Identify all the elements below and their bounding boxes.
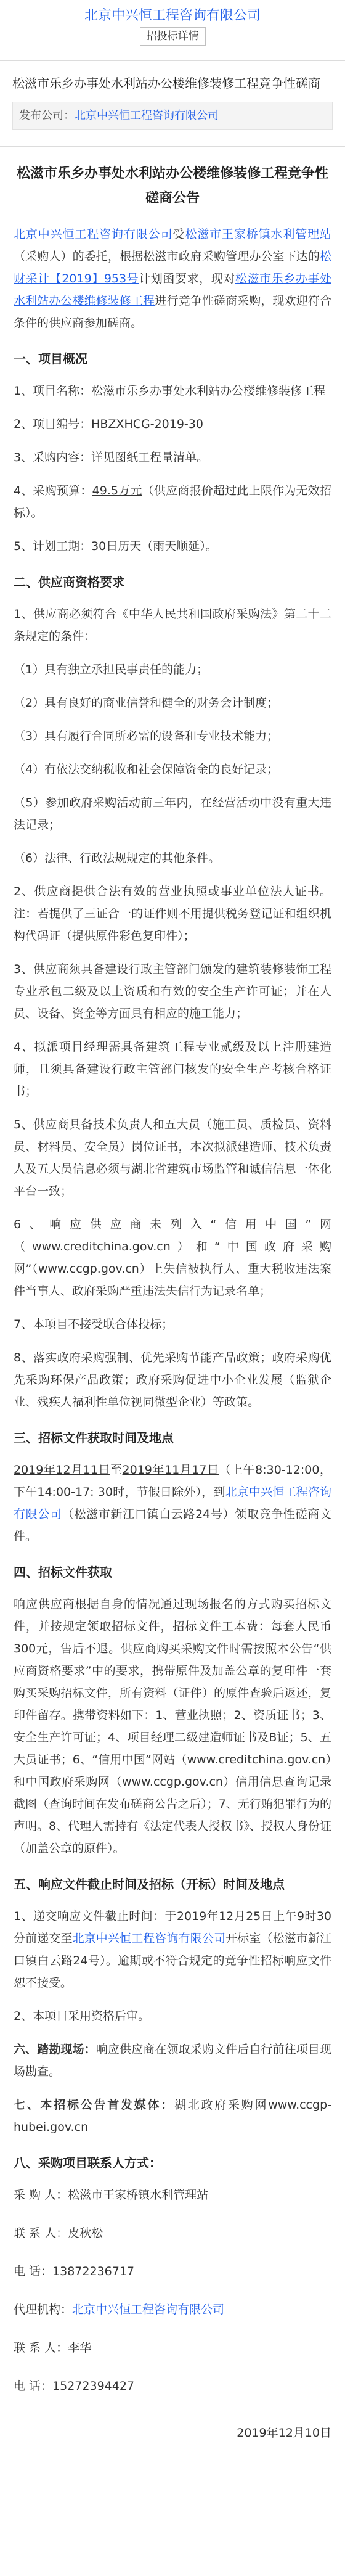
intro-text-4: 进行竞争性磋商采购，现欢迎符合条件的供应商参加磋商。 [14, 294, 331, 330]
section-5-para-1 [14, 1905, 331, 1994]
section-4-para: 响应供应商根据自身的情况通过现场报名的方式购买招标文件，并按规定领取招标文件，招标文件工本费：每套人民币300元，售后不退。供应商购买采购文件时需按照本公告“供应商资格要求”中的要求，携带原件及加盖公章的复印件一套购买采购招标文件，所有资料（证件）的原件查验后返还，复印件留存。携带资料如下：1、营业执照；2、资质证书；3、安全生产许可证；4、项目经理二级建造师证书及B证；5、五大员证书；6、“信用中国”网站（www.creditchina.gov.cn）和中国政府采购网（www.ccgp.gov.cn）信用信息查询记录截图（查询时间在发布磋商公告之后）；7、无行贿犯罪行为的声明。8、代理人需持有《法定代表人授权书》、授权人身份证（加盖公章的原件）。 [14, 1598, 331, 1855]
buyer-label: 采 购 人： [14, 2188, 68, 2202]
agent-contact-row [14, 2337, 331, 2359]
section-2-para-3: （2）具有良好的商业信誉和健全的财务会计制度； [14, 696, 279, 710]
buyer-contact-label: 联 系 人： [14, 2226, 68, 2240]
section-2-para-10: 4、拟派项目经理需具备建筑工程专业贰级及以上注册建造师，且须具备建设行政主管部门核发的安全生产考核合格证书； [14, 1040, 331, 1098]
section-1-title: 一、项目概况 [14, 351, 87, 366]
intro-text-3: 计划函要求，现对 [139, 272, 235, 285]
section-6-text: 响应供应商在领取采购文件后自行前往项目现场勘查。 [14, 2043, 331, 2078]
section-2-para-13: 7、本项目不接受联合体投标； [14, 1318, 174, 1331]
duration-note: （雨天顺延）。 [141, 539, 217, 553]
section-7 [14, 2094, 331, 2138]
section-7-title: 七、本招标公告首发媒体： [14, 2098, 174, 2112]
section-2-title: 二、供应商资格要求 [14, 575, 124, 589]
section-2-para-9: 3、供应商须具备建设行政主管部门颁发的建筑装修装饰工程专业承包二级及以上资质和有效的安全生产许可证；并在人员、设备、资金等方面具有相应的施工能力； [14, 962, 331, 1020]
section-2-para-12: 6、响应供应商未列入“信用中国”网（www.creditchina.gov.cn）和“中国政府采购网”（www.ccgp.gov.cn）上失信被执行人、重大税收违法案件当事人、政府采购严重违法失信行为记录名单； [14, 1218, 331, 1298]
section-5-title: 五、响应文件截止时间及招标（开标）时间及地点 [14, 1877, 285, 1892]
section-1-item-1 [14, 380, 331, 402]
duration-label: 5、计划工期： [14, 539, 92, 553]
intro-text-1: 受 [172, 228, 185, 241]
agent-phone-row [14, 2375, 331, 2397]
section-2-para-8: 2、供应商提供合法有效的营业执照或事业单位法人证书。注：若提供了三证合一的证件则不用提供税务登记证和组织机构代码证（提供原件彩色复印件）； [14, 885, 331, 943]
announcement-content [0, 147, 345, 2469]
section-8-title: 八、采购项目联系人方式： [14, 2156, 161, 2170]
buyer-phone-value[interactable]: 13872236717 [52, 2265, 135, 2278]
section-2-para-5: （4）有依法交纳税收和社会保障资金的良好记录； [14, 763, 279, 776]
agent-label: 代理机构： [14, 2303, 73, 2316]
item-1-value: 松滋市乐乡办事处水利站办公楼维修装修工程 [91, 384, 326, 398]
source-company-link[interactable]: 北京中兴恒工程咨询有限公司 [75, 109, 219, 122]
agent-value-link[interactable]: 北京中兴恒工程咨询有限公司 [72, 2303, 225, 2316]
announcement-intro [14, 223, 331, 334]
submission-text: 开标室（松滋市新江口镇白云路24号）。逾期或不符合规定的竞争性招标响应文件恕不接受。 [14, 1932, 331, 1990]
publish-date: 2019年12月10日 [237, 2426, 331, 2440]
section-1-item-4 [14, 480, 331, 524]
section-1-item-2: 2、项目编号：HBZXHCG-2019-30 [14, 417, 203, 431]
company-title[interactable]: 北京中兴恒工程咨询有限公司 [84, 8, 261, 23]
buyer-row [14, 2184, 331, 2206]
section-2-para-2: （1）具有独立承担民事责任的能力； [14, 663, 209, 676]
buyer-link[interactable]: 松滋市王家桥镇水利管理站 [185, 228, 331, 241]
section-2-para-1: 1、供应商必须符合《中华人民共和国政府采购法》第二十二条规定的条件： [14, 607, 331, 643]
address-text: （松滋市新江口镇白云路24号）领取竞争性磋商文件。 [14, 1507, 331, 1543]
start-date: 2019年12月11日 [14, 1463, 110, 1477]
project-name: 松滋市乐乡办事处水利站办公楼维修装修工程 [14, 272, 331, 308]
hours-text: （上午8:30-12:00，下午14:00-17: 30时，节假日除外），到 [14, 1463, 331, 1499]
agent-contact-label: 联 系 人： [14, 2341, 68, 2355]
deadline-time: 上午9时30分前递交至 [14, 1909, 332, 1945]
section-4-title: 四、招标文件获取 [14, 1565, 112, 1580]
buyer-value: 松滋市王家桥镇水利管理站 [68, 2188, 209, 2202]
source-box [12, 102, 333, 130]
section-2-para-14: 8、落实政府采购强制、优先采购节能产品政策；政府采购优先采购环保产品政策；政府采购促进中小企业发展（监狱企业、残疾人福利性单位视同微型企业）等政策。 [14, 1351, 331, 1409]
announcement-title: 松滋市乐乡办事处水利站办公楼维修装修工程竞争性磋商公告 [16, 166, 328, 206]
section-6-title: 六、踏勘现场： [14, 2043, 96, 2056]
section-2-para-7: （6）法律、行政法规规定的其他条件。 [14, 851, 221, 865]
agent-link[interactable]: 北京中兴恒工程咨询有限公司 [14, 228, 173, 241]
intro-section [0, 61, 345, 135]
intro-title: 松滋市乐乡办事处水利站办公楼维修装修工程竞争性磋商 [12, 76, 320, 91]
submission-place-link[interactable]: 北京中兴恒工程咨询有限公司 [72, 1932, 226, 1945]
deadline-date: 2019年12月25日 [176, 1909, 274, 1923]
section-6 [14, 2038, 331, 2083]
detail-tag: 招投标详情 [140, 27, 206, 46]
section-1-item-5 [14, 535, 331, 557]
deadline-label: 1、递交响应文件截止时间：于 [14, 1909, 177, 1923]
pickup-place-link[interactable]: 北京中兴恒工程咨询有限公司 [14, 1485, 331, 1521]
section-3-para [14, 1459, 331, 1548]
buyer-phone-label: 电 话： [14, 2265, 53, 2278]
page-header [0, 0, 345, 46]
date-separator: 至 [110, 1463, 123, 1477]
source-label: 发布公司： [19, 109, 75, 122]
plan-number: 松财采计【2019】953号 [14, 250, 331, 285]
end-date: 2019年11月17日 [122, 1463, 219, 1477]
section-7-text: 湖北政府采购网www.ccgp-hubei.gov.cn [14, 2098, 331, 2134]
duration-value: 30日历天 [91, 539, 142, 553]
section-1-item-3: 3、采购内容：详见图纸工程量清单。 [14, 451, 209, 464]
section-2-para-6: （5）参加政府采购活动前三年内，在经营活动中没有重大违法记录； [14, 796, 331, 832]
buyer-contact-value: 皮秋松 [68, 2226, 104, 2240]
budget-label: 4、采购预算： [14, 484, 92, 498]
agent-phone-value[interactable]: 15272394427 [52, 2379, 135, 2393]
intro-text-2: （采购人）的委托，根据松滋市政府采购管理办公室下达的 [14, 250, 320, 263]
item-1-label: 1、项目名称： [14, 384, 92, 398]
section-2-para-11: 5、供应商具备技术负责人和五大员（施工员、质检员、资料员、材料员、安全员）岗位证书，本次拟派建造师、技术负责人及五大员信息必须与湖北省建筑市场监管和诚信信息一体化平台一致； [14, 1118, 331, 1198]
section-5-para-2: 2、本项目采用资格后审。 [14, 2009, 150, 2023]
budget-note: （供应商报价超过此上限作为无效招标）。 [14, 484, 331, 520]
buyer-phone-row [14, 2260, 331, 2283]
buyer-contact-row [14, 2222, 331, 2244]
budget-value: 49.5万元 [92, 484, 142, 498]
agent-phone-label: 电 话： [14, 2379, 53, 2393]
agent-contact-value: 李华 [68, 2341, 92, 2355]
section-3-title: 三、招标文件获取时间及地点 [14, 1430, 174, 1445]
section-2-para-4: （3）具有履行合同所必需的设备和专业技术能力； [14, 729, 279, 743]
agent-row [14, 2299, 331, 2321]
